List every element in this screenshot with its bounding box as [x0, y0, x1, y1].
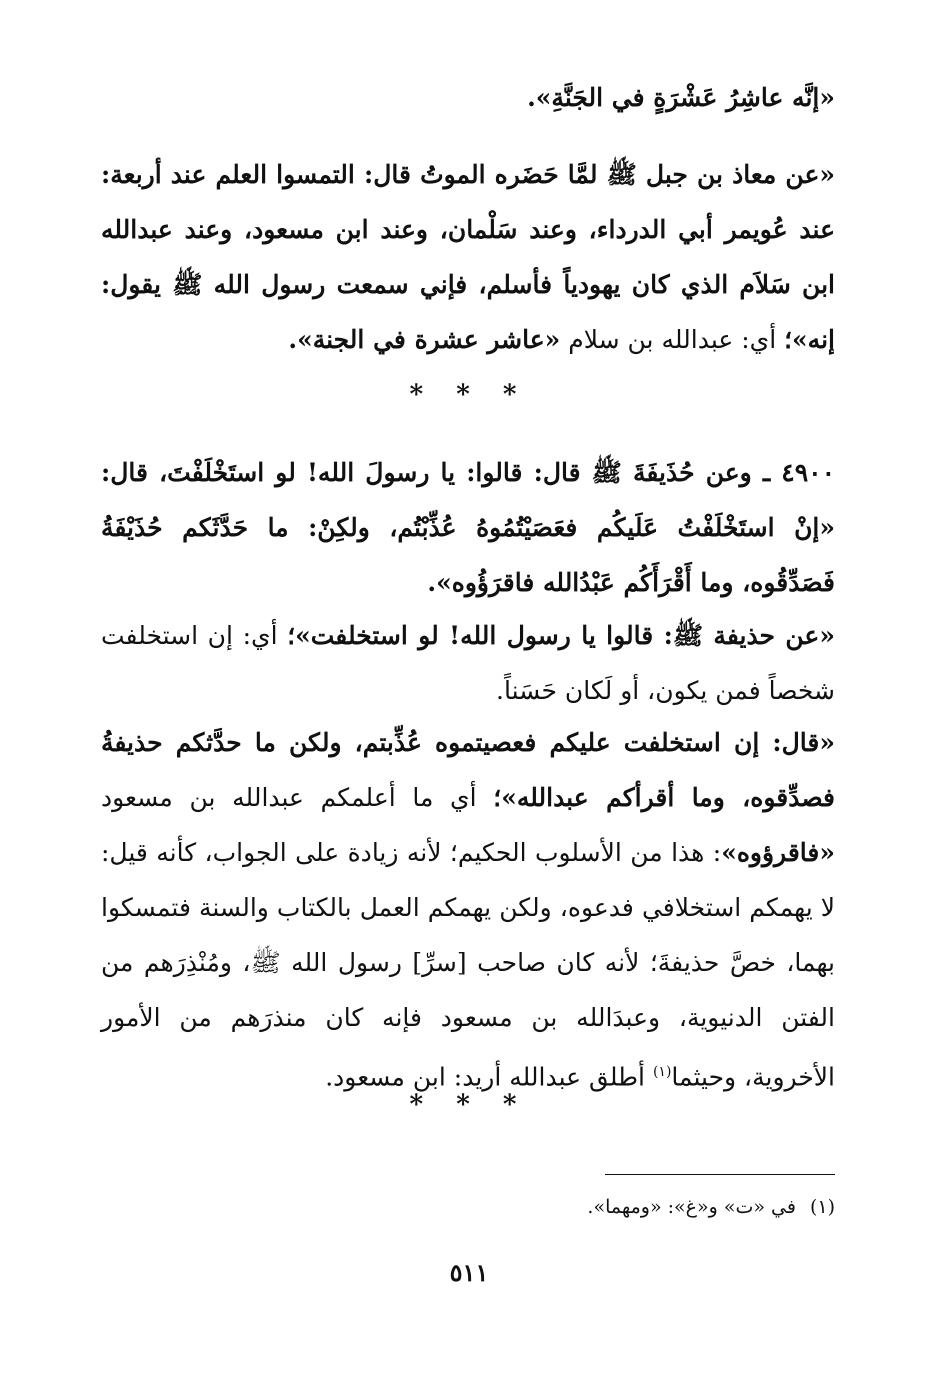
section-divider-2: * * *: [409, 1090, 529, 1120]
footnote-number: (١): [809, 1196, 835, 1218]
opening-text: «إنَّه عاشِرُ عَشْرَةٍ في الجَنَّةِ».: [527, 83, 835, 112]
hudhayfa-quote: «عن حذيفة ﷺ: قالوا يا رسول الله! لو استخلفت»؛: [287, 621, 835, 650]
muadh-text: [101, 147, 835, 367]
paragraph-commentary: [101, 715, 835, 1104]
commentary-quote: «قال: إن استخلفت عليكم فعصيتموه عُذِّبتم، ولكن ما حدَّثكم حذيفةُ فصدِّقوه، وما أقرأكم عبدالله»؛: [101, 728, 835, 812]
section-divider: * * *: [409, 380, 529, 410]
muadh-quote: «عن معاذ بن جبل ﷺ لمَّا حَضَره الموتُ قال: التمسوا العلم عند أربعة: عند عُويمر أبي الدرداء، وعند سَلْمان، وعند ابن مسعود، وعند عبدالله ابن سَلاَم الذي كان يهودياً فأسلم، فإني سمعت رسول الله ﷺ يقول: إنه»؛: [101, 160, 835, 354]
commentary-text: [101, 715, 835, 1104]
hudhayfa-text: [101, 608, 835, 718]
paragraph-hudhayfa: [101, 608, 835, 718]
muadh-explanation: أي: عبدالله بن سلام: [560, 325, 785, 354]
hadith-text: ٤٩٠٠ ـ وعن حُذَيفَةَ ﷺ قال: قالوا: يا رسولَ الله! لو استَخْلَفْتَ، قال: «إنْ استَخْلَفْتُ عَلَيكُم فعَصَيْتُمُوهُ عُذِّبْتُم، ولكِنْ: ما حَدَّثَكم حُذَيْفَةُ فَصَدِّقُوه، وما أَقْرَأَكُم عَبْدُالله فاقرَؤُوه».: [101, 458, 835, 597]
commentary-part1: أي ما أعلمكم عبدالله بن مسعود: [101, 783, 494, 812]
commentary-part3: أطلق عبدالله أريد: ابن مسعود.: [325, 1062, 653, 1092]
commentary-quote2: «فاقرؤوه»: [721, 838, 835, 867]
paragraph-opening: [101, 70, 835, 125]
hudhayfa-explanation: أي: إن استخلفت شخصاً فمن يكون، أو لَكان حَسَناً.: [101, 621, 835, 705]
footnote-separator: [605, 1174, 835, 1175]
footnote-text: في «ت» و«غ»: «ومهما».: [587, 1196, 796, 1218]
page-number: ٥١١: [449, 1258, 489, 1287]
hadith-4900: [101, 445, 835, 610]
footnote-reference[interactable]: (١): [652, 1064, 672, 1080]
muadh-quote-end: «عاشر عشرة في الجنة».: [288, 325, 561, 354]
commentary-part2: : هذا من الأسلوب الحكيم؛ لأنه زيادة على الجواب، كأنه قيل: لا يهمكم استخلافي فدعوه، ولكن يهمكم العمل بالكتاب والسنة فتمسكوا بهما، خصَّ حذيفةَ؛ لأنه كان صاحب [سرِّ] رسول الله ﷺ، ومُنْذِرَهم من الفتن الدنيوية، وعبدَالله بن مسعود فإنه كان منذرَهم من الأمور الأخروية، وحيثما: [101, 838, 835, 1092]
footnote: [101, 1192, 835, 1222]
paragraph-muadh: [101, 147, 835, 367]
